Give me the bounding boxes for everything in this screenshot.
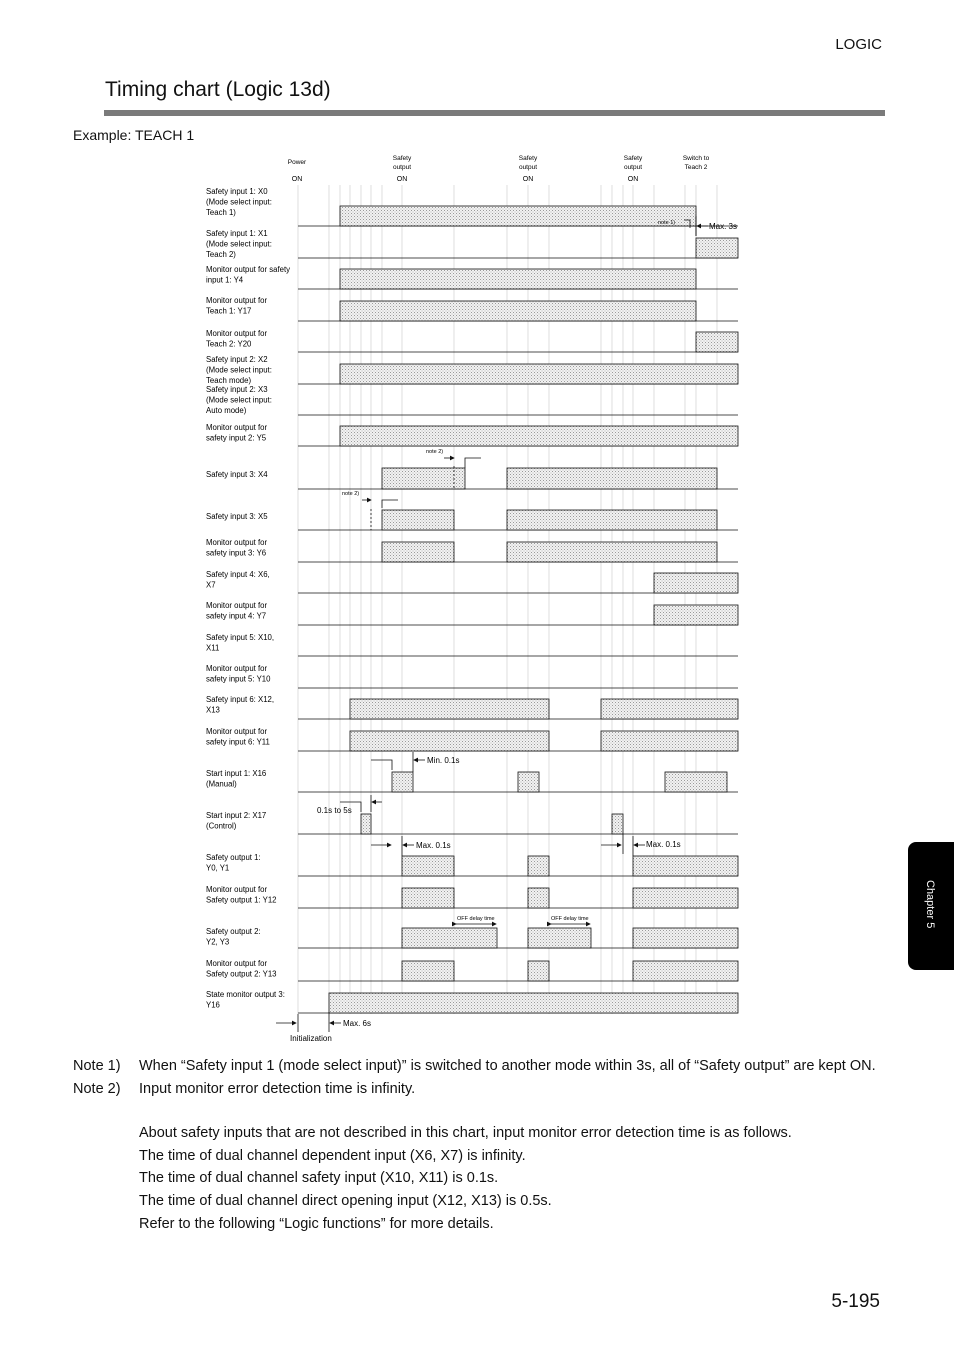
max01-text-b: Max. 0.1s xyxy=(646,840,681,849)
signal-row xyxy=(206,265,738,289)
signal-pulse xyxy=(696,238,738,258)
signal-label: safety input 3: Y6 xyxy=(206,548,267,558)
signal-row xyxy=(206,229,738,259)
top-label-state: ON xyxy=(291,176,303,183)
note-2 xyxy=(73,1078,883,1101)
signal-label: Teach 2: Y20 xyxy=(206,339,252,349)
top-label: output xyxy=(623,164,643,171)
top-label-state: ON xyxy=(522,176,534,183)
annotation-01to5 xyxy=(317,795,382,815)
signal-row xyxy=(206,510,738,530)
signal-label: Teach 2) xyxy=(206,250,236,259)
signal-label: Safety input 5: X10, xyxy=(206,633,275,642)
about-line: The time of dual channel safety input (X10, X11) is 0.1s. xyxy=(139,1170,499,1187)
about-line: The time of dual channel direct opening input (X12, X13) is 0.5s. xyxy=(139,1192,552,1209)
section-header: LOGIC xyxy=(835,36,882,53)
annotation-init xyxy=(276,1012,371,1043)
chapter-tab-label: Chapter 5 xyxy=(924,880,936,929)
top-label: Safety xyxy=(518,155,538,162)
signal-pulse xyxy=(392,772,413,792)
signal-label: (Mode select input: xyxy=(206,365,272,375)
signal-row xyxy=(206,959,738,981)
signal-row xyxy=(206,727,738,751)
top-label-state: ON xyxy=(396,176,408,183)
top-label: Safety xyxy=(392,155,412,162)
note-1-label: Note 1) xyxy=(73,1058,121,1074)
signal-row xyxy=(206,570,738,593)
signal-pulse xyxy=(507,468,717,489)
signal-row xyxy=(206,853,738,876)
page-number: 5-195 xyxy=(831,1291,880,1312)
signal-label: Monitor output for xyxy=(206,423,268,432)
signal-label: X13 xyxy=(206,705,220,715)
offdelay-text-a: OFF delay time xyxy=(457,916,495,922)
signal-label: Monitor output for xyxy=(206,296,268,305)
signal-label: Auto mode) xyxy=(206,406,247,415)
signal-row xyxy=(206,355,738,385)
signal-label: Safety input 4: X6, xyxy=(206,570,270,579)
signal-pulse xyxy=(633,928,738,948)
signal-pulse xyxy=(633,961,738,981)
signal-label: Monitor output for xyxy=(206,959,268,968)
signal-label: Safety input 1: X1 xyxy=(206,229,268,238)
signal-label: X7 xyxy=(206,580,216,590)
signal-row xyxy=(206,423,738,446)
signal-label: Start input 1: X16 xyxy=(206,769,267,778)
signal-pulse xyxy=(350,731,549,751)
signal-pulse xyxy=(665,772,727,792)
signal-row xyxy=(206,695,738,719)
signal-label: Start input 2: X17 xyxy=(206,811,267,820)
signal-label: safety input 2: Y5 xyxy=(206,433,267,443)
r01to5-text: 0.1s to 5s xyxy=(317,806,352,815)
page-title: Timing chart (Logic 13d) xyxy=(105,78,331,101)
max01-text-a: Max. 0.1s xyxy=(416,841,451,850)
signal-pulse xyxy=(507,542,717,562)
signal-label: Y16 xyxy=(206,1000,220,1010)
signal-label: Safety output 1: Y12 xyxy=(206,895,277,905)
init-text: Initialization xyxy=(290,1034,332,1043)
signal-pulse xyxy=(402,928,497,948)
signal-pulse xyxy=(329,993,738,1013)
signal-pulse xyxy=(382,468,465,489)
signal-label: Safety output 1: xyxy=(206,853,261,862)
signal-row xyxy=(206,664,738,688)
signal-pulse xyxy=(601,731,738,751)
annotation-offdelay xyxy=(456,916,590,924)
signal-row xyxy=(206,927,738,948)
signal-row xyxy=(206,329,738,352)
signal-label: Safety input 3: X4 xyxy=(206,470,268,479)
signal-pulse xyxy=(654,605,738,625)
signal-label: (Mode select input: xyxy=(206,395,272,405)
signal-label: Monitor output for xyxy=(206,885,268,894)
note-1 xyxy=(73,1055,883,1078)
signal-pulse xyxy=(633,888,738,908)
signal-pulse xyxy=(528,928,591,948)
annotation-min01 xyxy=(371,752,459,772)
signal-pulse xyxy=(402,888,454,908)
signal-pulse xyxy=(528,856,549,876)
signal-row xyxy=(206,296,738,321)
signal-label: Monitor output for xyxy=(206,727,268,736)
signal-pulse xyxy=(382,542,454,562)
signal-label: Monitor output for safety xyxy=(206,265,291,274)
signal-pulse xyxy=(518,772,539,792)
top-label-state: ON xyxy=(627,176,639,183)
signal-label: Safety output 2: xyxy=(206,927,261,936)
signal-label: Safety output 2: Y13 xyxy=(206,969,277,979)
signal-label: Monitor output for xyxy=(206,664,268,673)
signal-label: input 1: Y4 xyxy=(206,275,244,285)
signal-pulse xyxy=(696,332,738,352)
top-label: output xyxy=(392,164,412,171)
signal-pulse xyxy=(382,510,454,530)
top-label: Power xyxy=(287,159,307,166)
signal-row xyxy=(206,538,738,562)
signal-pulse xyxy=(340,364,738,384)
about-line: Refer to the following “Logic functions” for more details. xyxy=(139,1215,494,1232)
offdelay-text-b: OFF delay time xyxy=(551,916,589,922)
annotation-max01-b xyxy=(601,834,681,856)
signal-pulse xyxy=(612,814,623,834)
signal-row xyxy=(206,385,738,415)
signal-row xyxy=(206,885,738,908)
note-2-text: Input monitor error detection time is infinity. xyxy=(139,1080,416,1097)
signal-pulse xyxy=(402,856,454,876)
signal-label: (Mode select input: xyxy=(206,239,272,249)
about-line: The time of dual channel dependent input (X6, X7) is infinity. xyxy=(139,1147,526,1164)
signal-label: State monitor output 3: xyxy=(206,990,285,999)
signal-row xyxy=(206,811,738,834)
signal-pulse xyxy=(654,573,738,593)
signal-label: safety input 5: Y10 xyxy=(206,674,271,684)
note-1-text: When “Safety input 1 (mode select input)” is switched to another mode within 3s, all of “Safety output” are kept ON. xyxy=(139,1058,876,1074)
about-line: About safety inputs that are not described in this chart, input monitor error detection time is as follows. xyxy=(139,1125,792,1142)
max6s-text: Max. 6s xyxy=(343,1019,372,1028)
note2-text-a: note 2) xyxy=(426,449,444,455)
signal-row xyxy=(206,990,738,1013)
signal-pulse xyxy=(361,814,371,834)
signal-label: safety input 4: Y7 xyxy=(206,611,267,621)
signal-pulse xyxy=(340,426,738,446)
signal-label: Monitor output for xyxy=(206,538,268,547)
signal-label: Teach 1) xyxy=(206,208,236,217)
notes-block xyxy=(73,1055,883,1235)
signal-pulse xyxy=(528,888,549,908)
signal-pulse xyxy=(340,301,696,321)
signal-label: safety input 6: Y11 xyxy=(206,737,270,747)
signal-label: Safety input 2: X2 xyxy=(206,355,268,364)
example-label: Example: TEACH 1 xyxy=(73,127,195,143)
note-2-label: Note 2) xyxy=(73,1080,121,1097)
signal-pulse xyxy=(340,206,696,226)
signal-label: Safety input 1: X0 xyxy=(206,187,268,196)
note1-text: note 1) xyxy=(658,220,676,226)
signal-label: (Manual) xyxy=(206,779,237,789)
signal-label: Teach 1: Y17 xyxy=(206,306,252,316)
signal-pulse xyxy=(633,856,738,876)
note2-text-b: note 2) xyxy=(342,491,360,497)
top-label: Switch to xyxy=(682,155,710,162)
signal-label: Y0, Y1 xyxy=(206,863,230,873)
signal-label: (Control) xyxy=(206,821,237,831)
signal-label: Monitor output for xyxy=(206,329,268,338)
signal-row xyxy=(206,633,738,656)
signal-label: Safety input 6: X12, xyxy=(206,695,275,704)
top-label: Teach 2 xyxy=(684,164,708,171)
signal-row xyxy=(206,601,738,625)
signal-row xyxy=(206,769,738,792)
top-label: Safety xyxy=(623,155,643,162)
max3s-text: Max. 3s xyxy=(709,222,738,231)
signal-pulse xyxy=(340,269,696,289)
signal-pulse xyxy=(507,510,717,530)
signal-label: X11 xyxy=(206,643,220,653)
signal-label: Monitor output for xyxy=(206,601,268,610)
signal-pulse xyxy=(350,699,549,719)
signal-label: Safety input 2: X3 xyxy=(206,385,268,394)
signal-pulse xyxy=(528,961,549,981)
signal-label: Safety input 3: X5 xyxy=(206,512,268,521)
chapter-tab[interactable] xyxy=(908,842,954,970)
signal-pulse xyxy=(601,699,738,719)
signal-pulse xyxy=(402,961,454,981)
min01-text: Min. 0.1s xyxy=(427,756,460,765)
signal-label: (Mode select input: xyxy=(206,197,272,207)
signal-label: Y2, Y3 xyxy=(206,937,230,947)
annotation-max01-a xyxy=(371,836,451,856)
signal-label: Teach mode) xyxy=(206,376,252,385)
signal-row xyxy=(206,468,738,489)
top-label: output xyxy=(518,164,538,171)
